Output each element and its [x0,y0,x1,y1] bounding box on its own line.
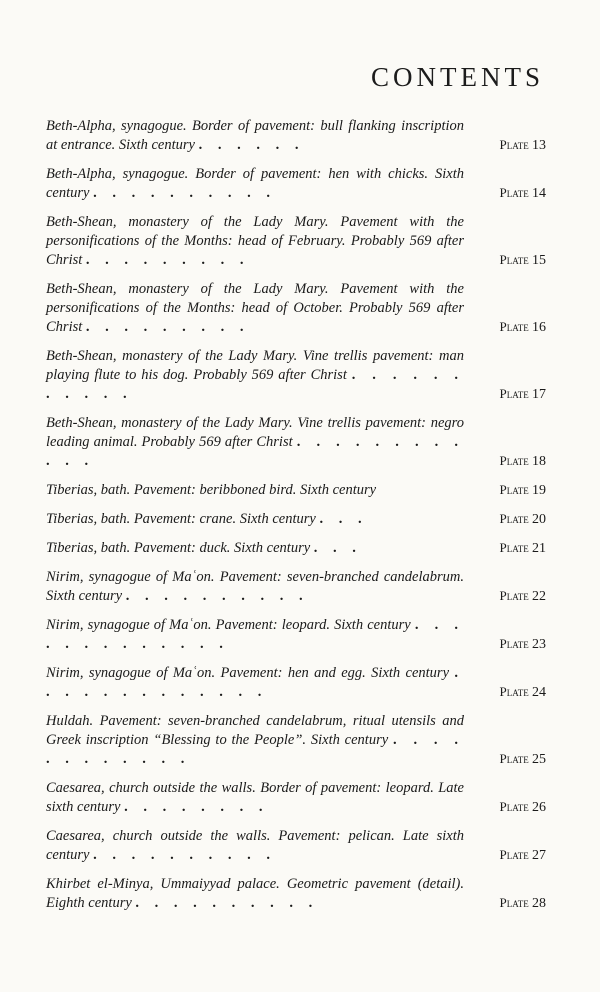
contents-list [46,117,546,923]
entry-title: Beth-Shean, monastery of the Lady Mary. Pavement with the personifications of the Months: head of February. Probably 569 after Christ [46,214,464,268]
plate-label: Plate [499,453,529,468]
plate-label: Plate [499,540,529,555]
plate-reference [500,893,546,913]
entry-title: Khirbet el-Minya, Ummaiyyad palace. Geometric pavement (detail). Eighth century [46,876,464,911]
plate-number: 25 [532,752,546,767]
plate-number: 27 [532,848,546,863]
plate-label: Plate [499,482,529,497]
plate-reference [500,480,546,500]
contents-entry [46,280,546,337]
dot-leader: . . . [313,540,362,556]
dot-leader: . . . . . . . . . [85,319,250,335]
entry-title: Beth-Shean, monastery of the Lady Mary. Pavement with the personifications of the Months: head of October. Probably 569 after Christ [46,281,464,335]
dot-leader: . . . . . . . . . . [125,588,309,604]
plate-reference [500,384,546,404]
plate-reference [500,509,546,529]
entry-title: Huldah. Pavement: seven-branched candelabrum, ritual utensils and Greek inscription “Blessing to the People”. Sixth century [46,713,464,748]
entry-title: Nirim, synagogue of Maʿon. Pavement: hen and egg. Sixth century [46,665,450,681]
plate-number: 18 [532,454,546,469]
dot-leader: . . . . . . . . . . . . [46,732,465,767]
plate-label: Plate [499,684,529,699]
contents-entry [46,616,546,654]
plate-number: 26 [532,800,546,815]
plate-reference [500,586,546,606]
dot-leader: . . . . . . . . . . . . . [46,665,465,700]
plate-number: 23 [532,637,546,652]
plate-number: 22 [532,589,546,604]
plate-number: 20 [532,512,546,527]
dot-leader: . . . . . . [198,137,305,153]
plate-reference [500,634,546,654]
entry-title: Beth-Alpha, synagogue. Border of pavement: hen with chicks. Sixth century [46,166,464,201]
plate-label: Plate [499,799,529,814]
contents-entry [46,875,546,913]
contents-entry [46,117,546,155]
plate-reference [500,317,546,337]
plate-reference [500,451,546,471]
contents-entry [46,481,546,500]
dot-leader: . . . . . . . . . . [135,895,319,911]
plate-reference [500,845,546,865]
dot-leader: . . . . . . . . . . [93,185,276,201]
plate-reference [500,797,546,817]
dot-leader: . . . . . . . . . . . . [46,434,465,469]
plate-label: Plate [499,588,529,603]
dot-leader: . . . . . . . . . . [93,847,276,863]
plate-number: 21 [532,541,546,556]
contents-entry [46,712,546,769]
dot-leader: . . . . . . . . . . . [46,367,465,402]
plate-label: Plate [499,636,529,651]
entry-title: Caesarea, church outside the walls. Border of pavement: leopard. Late sixth century [46,780,464,815]
plate-number: 16 [532,320,546,335]
contents-entry [46,568,546,606]
entry-title: Tiberias, bath. Pavement: beribboned bird. Sixth century [46,482,377,498]
contents-entry [46,510,546,529]
contents-entry [46,213,546,270]
plate-label: Plate [499,751,529,766]
plate-label: Plate [499,895,529,910]
contents-entry [46,165,546,203]
page-heading: CONTENTS [371,62,544,92]
plate-number: 19 [532,483,546,498]
entry-title: Caesarea, church outside the walls. Pavement: pelican. Late sixth century [46,828,464,863]
entry-title: Nirim, synagogue of Maʿon. Pavement: leopard. Sixth century [46,617,411,633]
entry-title: Tiberias, bath. Pavement: duck. Sixth century [46,540,311,556]
plate-reference [500,538,546,558]
contents-entry [46,827,546,865]
plate-number: 15 [532,253,546,268]
entry-title: Beth-Alpha, synagogue. Border of pavement: bull flanking inscription at entrance. Sixth century [46,118,464,153]
plate-label: Plate [499,511,529,526]
entry-title: Tiberias, bath. Pavement: crane. Sixth century [46,511,316,527]
dot-leader: . . . . . . . . [124,799,269,815]
dot-leader: . . . [319,511,368,527]
plate-label: Plate [499,847,529,862]
dot-leader: . . . . . . . . . . . . . [46,617,465,652]
contents-entry [46,664,546,702]
plate-reference [500,749,546,769]
contents-entry [46,539,546,558]
plate-label: Plate [499,252,529,267]
plate-reference [500,250,546,270]
plate-reference [500,183,546,203]
plate-label: Plate [499,137,529,152]
plate-label: Plate [499,319,529,334]
contents-entry [46,347,546,404]
entry-title: Nirim, synagogue of Maʿon. Pavement: seven-branched candelabrum. Sixth century [46,569,464,604]
plate-number: 28 [532,896,546,911]
dot-leader: . . . . . . . . . [85,252,250,268]
plate-reference [500,682,546,702]
contents-entry [46,414,546,471]
plate-reference [500,135,546,155]
plate-number: 17 [532,387,546,402]
plate-label: Plate [499,386,529,401]
entry-title: Beth-Shean, monastery of the Lady Mary. Vine trellis pavement: negro leading animal. Probably 569 after Christ [46,415,464,450]
entry-title: Beth-Shean, monastery of the Lady Mary. Vine trellis pavement: man playing flute to his dog. Probably 569 after Christ [46,348,464,383]
plate-number: 24 [532,685,546,700]
plate-label: Plate [499,185,529,200]
plate-number: 13 [532,138,546,153]
contents-entry [46,779,546,817]
plate-number: 14 [532,186,546,201]
